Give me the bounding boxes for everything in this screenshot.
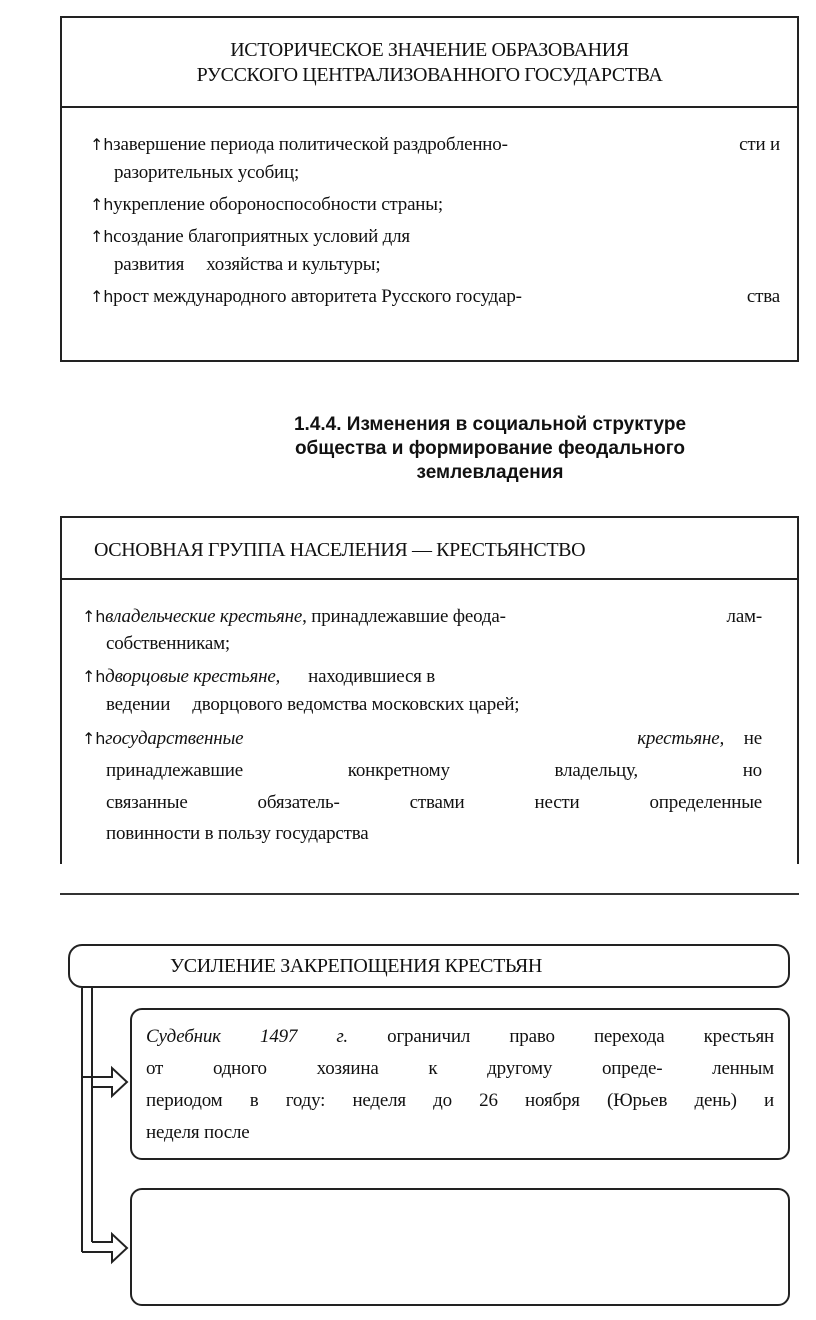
list-item: ↑hсоздание благоприятных условий для — [90, 226, 410, 247]
historical-significance-box — [60, 16, 799, 362]
sudebnik-line: неделя после — [146, 1122, 250, 1143]
list-item-cont: ведении дворцового ведомства московских царей; — [106, 694, 520, 715]
list-item-cont: связанные обязатель- ствами нести определенные — [106, 792, 762, 813]
list-item: ↑hдворцовые крестьяне, находившиеся в — [82, 666, 436, 687]
empty-answer-box[interactable] — [130, 1188, 790, 1306]
title-divider — [62, 106, 797, 108]
title-divider — [62, 578, 797, 580]
arrow-right-icon — [82, 1234, 127, 1262]
list-item-cont: собственникам; — [106, 633, 231, 654]
list-item-cont: разорительных усобиц; — [114, 162, 300, 183]
sudebnik-box — [130, 1008, 790, 1160]
box-title: ОСНОВНАЯ ГРУППА НАСЕЛЕНИЯ — КРЕСТЬЯНСТВО — [94, 539, 586, 561]
sudebnik-line: от одного хозяина к другому опреде- ленным — [146, 1058, 774, 1079]
list-item: ↑hзавершение периода политической раздробленно- сти и — [90, 134, 780, 155]
horizontal-divider — [60, 893, 799, 895]
sudebnik-line: Судебник 1497 г. ограничил право перехода крестьян — [146, 1026, 774, 1047]
arrow-right-icon — [82, 1068, 127, 1096]
bullet-arrow-icon: ↑h — [82, 729, 106, 748]
box-title: УСИЛЕНИЕ ЗАКРЕПОЩЕНИЯ КРЕСТЬЯН — [170, 955, 542, 977]
list-item-cont: развития хозяйства и культуры; — [114, 254, 381, 275]
sudebnik-line: периодом в году: неделя до 26 ноября (Юрьев день) и — [146, 1090, 774, 1111]
list-item: ↑hгосударственные крестьяне, не — [82, 728, 762, 749]
list-item: ↑hукрепление обороноспособности страны; — [90, 194, 443, 215]
list-item: ↑hрост международного авторитета Русского государ- ства — [90, 286, 780, 307]
peasantry-box — [60, 516, 799, 864]
bullet-arrow-icon: ↑h — [82, 667, 106, 686]
serfdom-header-box — [68, 944, 790, 988]
list-item-cont: принадлежавшие конкретному владельцу, но — [106, 760, 762, 781]
list-item-cont: повинности в пользу государства — [106, 823, 369, 844]
bullet-arrow-icon: ↑h — [90, 135, 114, 154]
section-heading: 1.4.4. Изменения в социальной структуре общества и формирование феодального землевладения — [293, 414, 687, 483]
box-title: ИСТОРИЧЕСКОЕ ЗНАЧЕНИЕ ОБРАЗОВАНИЯ РУССКОГО ЦЕНТРАЛИЗОВАННОГО ГОСУДАРСТВА — [196, 39, 663, 86]
list-item: ↑hвладельческие крестьяне, принадлежавшие феода- лам- — [82, 606, 762, 627]
bullet-arrow-icon: ↑h — [90, 287, 114, 306]
bullet-arrow-icon: ↑h — [90, 227, 114, 246]
bullet-arrow-icon: ↑h — [90, 195, 114, 214]
bullet-arrow-icon: ↑h — [82, 607, 106, 626]
